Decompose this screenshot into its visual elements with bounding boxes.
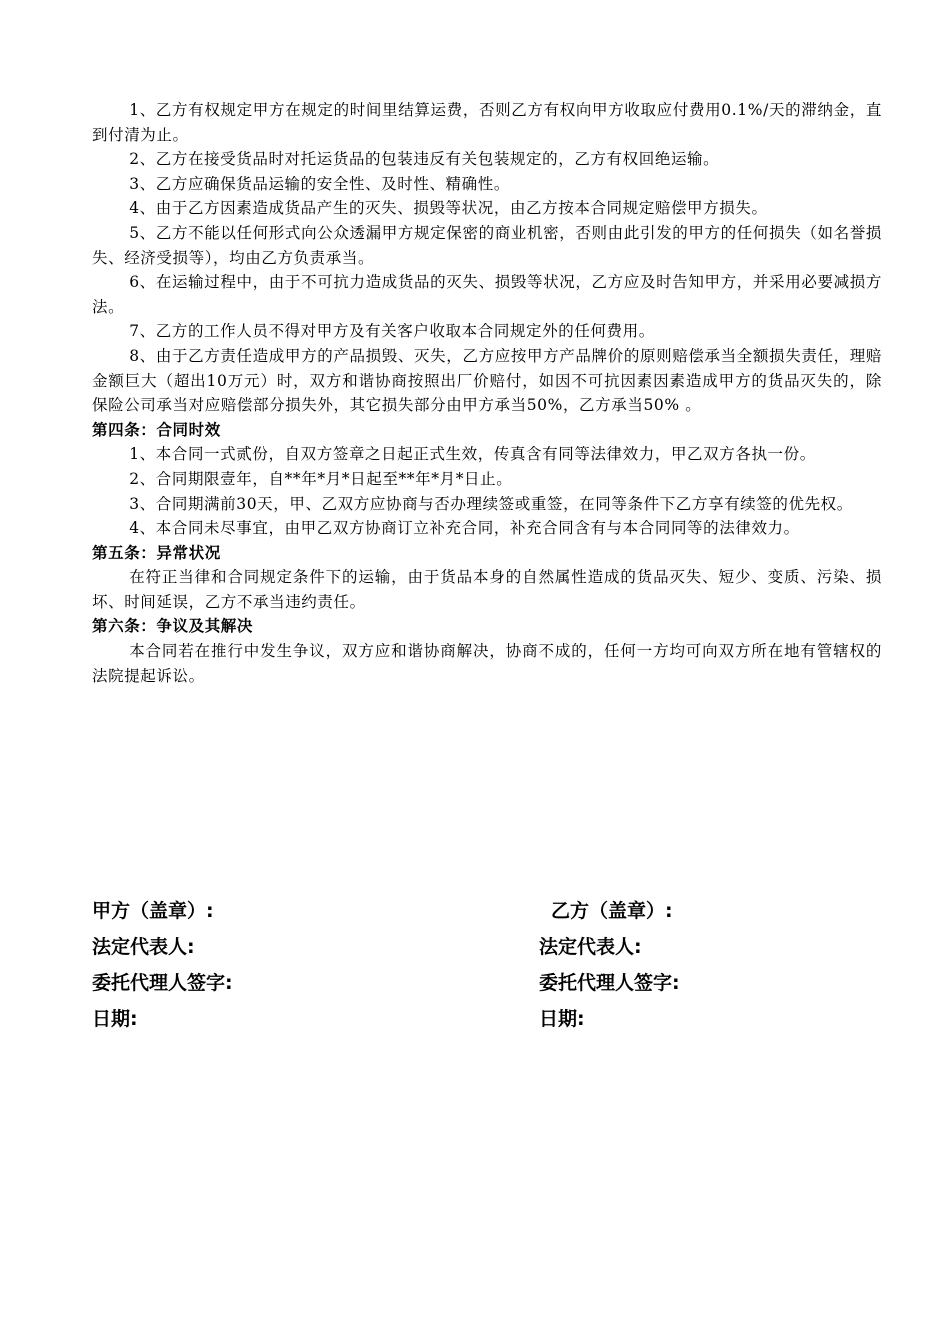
clause-loss-compensation: 4、由于乙方因素造成货品产生的灭失、损毁等状况，由乙方按本合同规定赔偿甲方损失。 <box>129 199 768 218</box>
party-b-legal-rep-label: 法定代表人: <box>539 936 642 958</box>
contract-page-body <box>92 98 882 688</box>
clause-transport-safety: 3、乙方应确保货品运输的安全性、及时性、精确性。 <box>129 174 510 193</box>
legal-rep-row <box>92 929 882 965</box>
clause-natural-attributes: 在符正当律和合同规定条件下的运输，由于货品本身的自然属性造成的货品灭失、短少、变质、污染、损坏、时间延误，乙方不承当违约责任。 <box>92 568 882 611</box>
party-a-legal-rep-label: 法定代表人: <box>92 936 195 958</box>
date-row <box>92 1001 882 1037</box>
clause-force-majeure: 6、在运输过程中，由于不可抗力造成货品的灭失、损毁等状况，乙方应及时告知甲方，并采用必要减损方法。 <box>92 273 882 316</box>
party-a-seal-label: 甲方（盖章）: <box>92 900 214 922</box>
clause-packaging-refusal: 2、乙方在接受货品时对托运货品的包装违反有关包装规定的，乙方有权回绝运输。 <box>129 150 720 169</box>
clause-supplementary: 4、本合同未尽事宜，由甲乙双方协商订立补充合同，补充合同含有与本合同同等的法律效力。 <box>129 519 800 538</box>
clause-confidentiality: 5、乙方不能以任何形式向公众透漏甲方规定保密的商业机密，否则由此引发的甲方的任何损失（如名誉损失、经济受损等），均由乙方负责承当。 <box>92 223 882 267</box>
section-heading-term: 第四条：合同时效 <box>92 420 221 439</box>
party-b-date-label: 日期: <box>539 1008 585 1030</box>
clause-payment-late-fee: 1、乙方有权规定甲方在规定的时间里结算运费，否则乙方有权向甲方收取应付费用0.1%/天的滞纳金，直到付清为止。 <box>92 101 882 144</box>
section-heading-exceptions: 第五条：异常状况 <box>92 543 221 562</box>
clause-dispute-resolution: 本合同若在推行中发生争议，双方应和谐协商解决，协商不成的，任何一方均可向双方所在地有管辖权的法院提起诉讼。 <box>92 642 882 685</box>
party-b-agent-sign-label: 委托代理人签字: <box>539 972 680 994</box>
section-heading-disputes: 第六条：争议及其解决 <box>92 617 254 636</box>
agent-sign-row <box>92 965 882 1001</box>
party-a-agent-sign-label: 委托代理人签字: <box>92 972 233 994</box>
clause-renewal: 3、合同期满前30天，甲、乙双方应协商与否办理续签或重签，在同等条件下乙方享有续签的优先权。 <box>129 494 853 513</box>
signature-block <box>92 893 882 1037</box>
clause-no-extra-fees: 7、乙方的工作人员不得对甲方及有关客户收取本合同规定外的任何费用。 <box>129 322 655 341</box>
clause-damage-liability: 8、由于乙方责任造成甲方的产品损毁、灭失，乙方应按甲方产品牌价的原则赔偿承当全额损失责任，理赔金额巨大（超出10万元）时，双方和谐协商按照出厂价赔付，如因不可抗因素因素造成甲方的货品灭失的，除保险公司承当对应赔偿部分损失外，其它损失部分由甲方承当50%，乙方承当50% 。 <box>92 346 882 415</box>
party-b-seal-label: 乙方（盖章）: <box>551 900 673 922</box>
seal-row <box>92 893 882 929</box>
party-a-date-label: 日期: <box>92 1008 138 1030</box>
clause-copies-effective: 1、本合同一式贰份，自双方签章之日起正式生效，传真含有同等法律效力，甲乙双方各执一份。 <box>129 445 816 464</box>
clause-contract-period: 2、合同期限壹年，自**年*月*日起至**年*月*日止。 <box>129 469 513 488</box>
